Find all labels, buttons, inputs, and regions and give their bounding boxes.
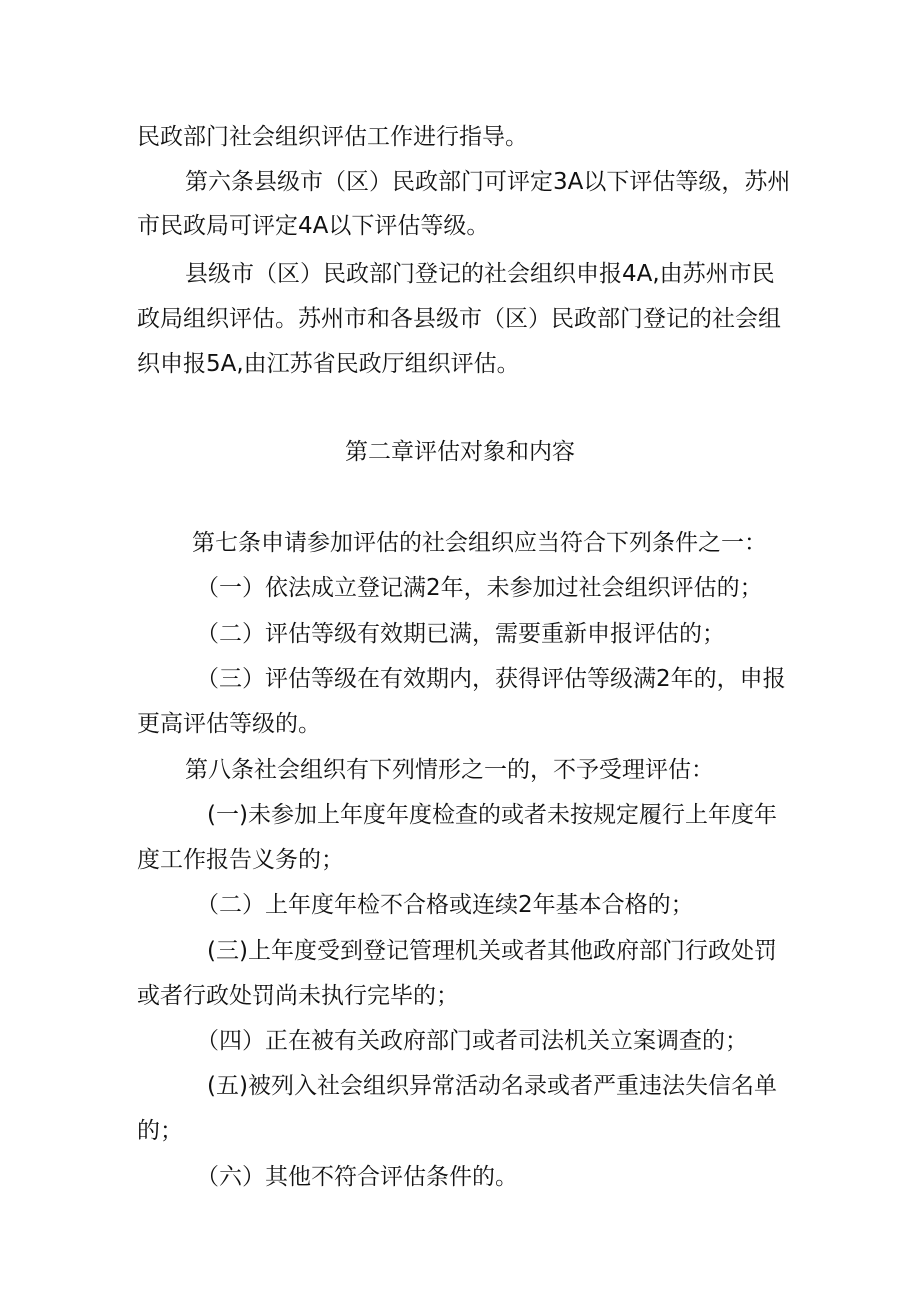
article-7-item-3-line-2: 更高评估等级的。 <box>137 711 321 737</box>
county-paragraph-line-2: 政局组织评估。苏州市和各县级市（区）民政部门登记的社会组 <box>137 306 781 332</box>
article-8-item-5-line-1: (五)被列入社会组织异常活动名录或者严重违法失信名单 <box>207 1073 777 1099</box>
county-paragraph-line-1: 县级市（区）民政部门登记的社会组织申报4A,由苏州市民 <box>185 261 775 287</box>
article-8-title: 第八条社会组织有下列情形之一的，不予受理评估： <box>185 757 714 783</box>
article-7-item-1: （一）依法成立登记满2年，未参加过社会组织评估的； <box>196 575 763 601</box>
article-8-item-1-line-1: (一)未参加上年度年度检查的或者未按规定履行上年度年 <box>207 802 777 828</box>
article-6-line-2: 市民政局可评定4A以下评估等级。 <box>137 213 490 239</box>
article-8-item-1-line-2: 度工作报告义务的； <box>137 847 344 873</box>
article-8-item-5-line-2: 的； <box>137 1118 183 1144</box>
article-7-item-3-line-1: （三）评估等级在有效期内，获得评估等级满2年的，申报 <box>196 666 786 692</box>
article-8-item-3-line-2: 或者行政处罚尚未执行完毕的； <box>137 983 459 1009</box>
article-7-item-2: （二）评估等级有效期已满，需要重新申报评估的； <box>196 621 725 647</box>
paragraph-intro-end: 民政部门社会组织评估工作进行指导。 <box>137 124 528 150</box>
article-7-title: 第七条申请参加评估的社会组织应当符合下列条件之一： <box>192 530 767 556</box>
article-6-line-1: 第六条县级市（区）民政部门可评定3A以下评估等级，苏州 <box>185 169 791 195</box>
article-8-item-2: （二）上年度年检不合格或连续2年基本合格的； <box>196 892 694 918</box>
county-paragraph-line-3: 织申报5A,由江苏省民政厅组织评估。 <box>137 351 520 377</box>
article-8-item-4: （四）正在被有关政府部门或者司法机关立案调查的； <box>196 1028 748 1054</box>
chapter-heading: 第二章评估对象和内容 <box>345 439 575 465</box>
article-8-item-6: （六）其他不符合评估条件的。 <box>196 1164 518 1190</box>
article-8-item-3-line-1: (三)上年度受到登记管理机关或者其他政府部门行政处罚 <box>207 938 777 964</box>
